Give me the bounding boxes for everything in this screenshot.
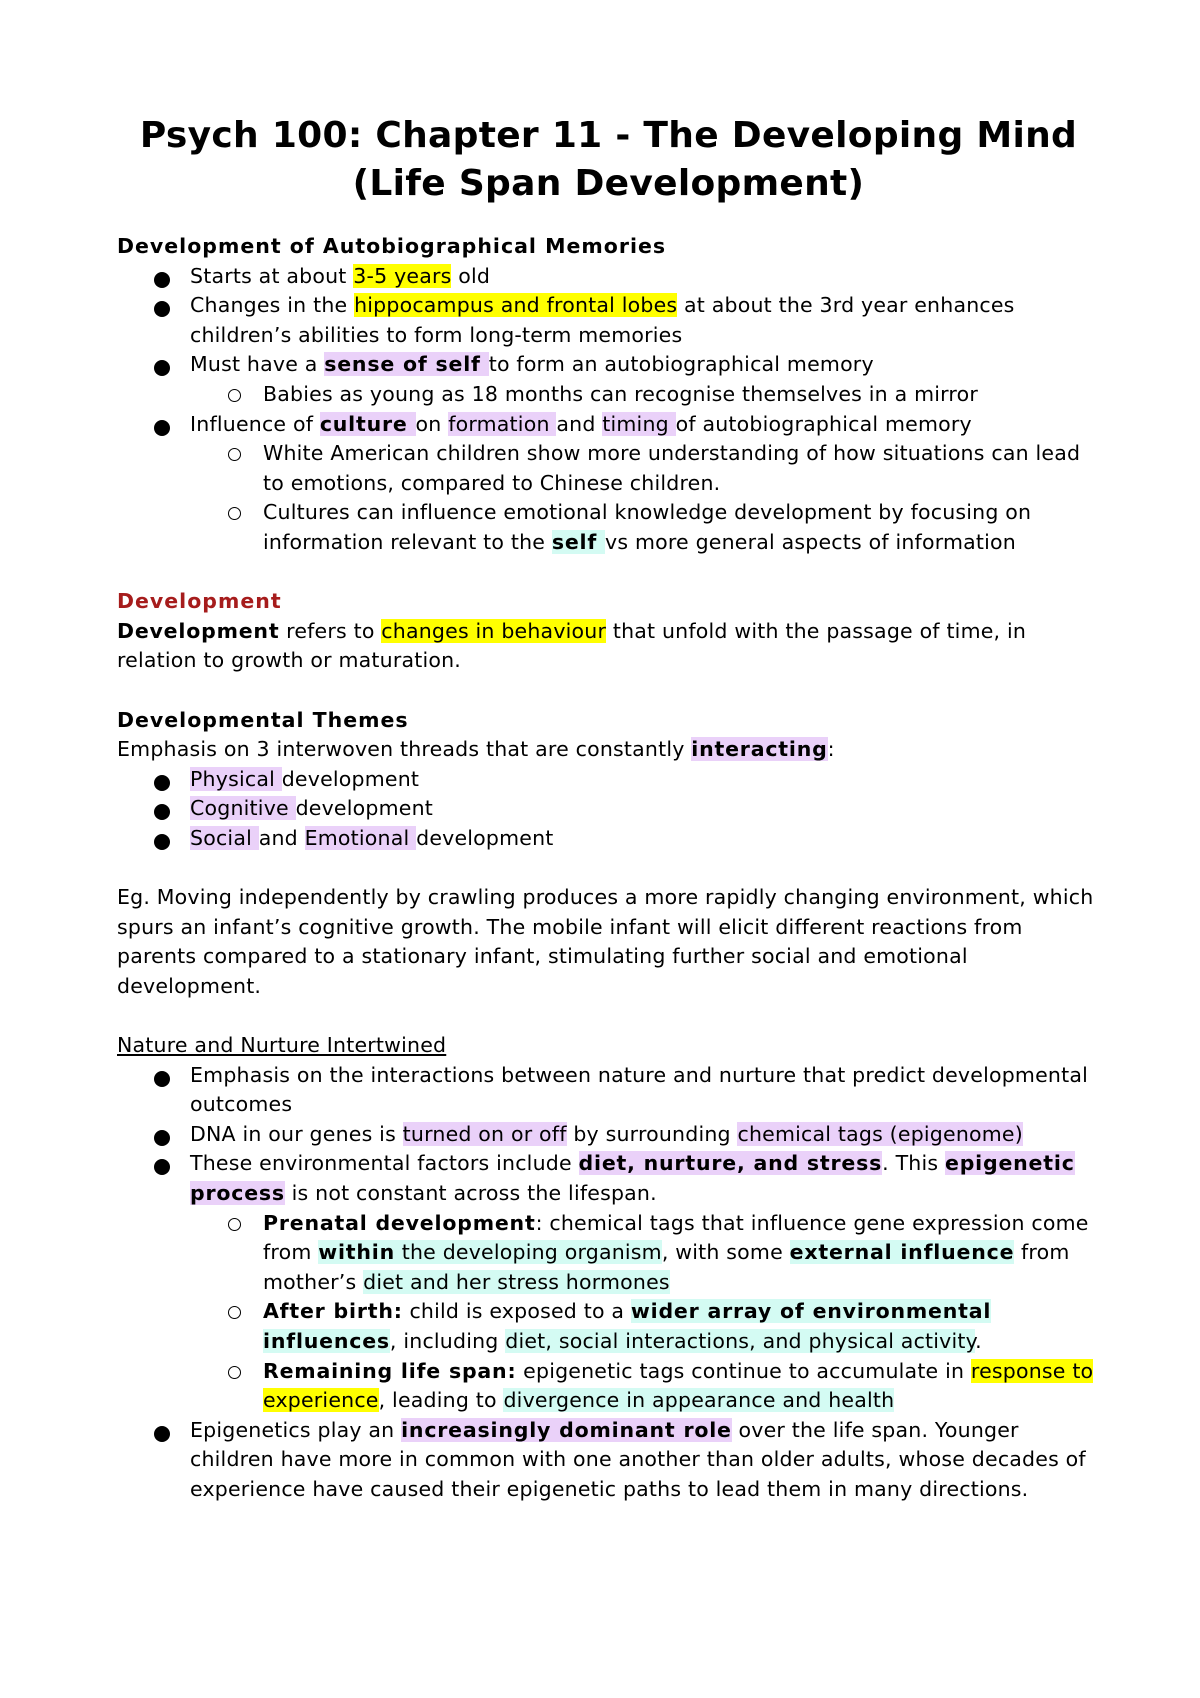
spacer bbox=[117, 558, 1100, 588]
text: development bbox=[416, 825, 554, 850]
highlight: turned on or off bbox=[402, 1121, 567, 1146]
text: of autobiographical memory bbox=[675, 411, 972, 436]
list-item bbox=[117, 1120, 1100, 1150]
highlight: Emotional bbox=[304, 825, 417, 850]
text: vs more general aspects of information bbox=[605, 529, 1016, 554]
text: by surrounding bbox=[566, 1121, 738, 1146]
highlight: sense of self bbox=[324, 352, 489, 377]
spacer bbox=[117, 1001, 1100, 1031]
text: development bbox=[295, 796, 433, 821]
text: , including bbox=[389, 1328, 506, 1353]
list-item bbox=[117, 498, 1100, 557]
text: Epigenetics play an bbox=[190, 1417, 402, 1442]
text: White American children show more understanding of how situations can lead to emotions, compared to Chinese children. bbox=[263, 441, 1081, 495]
highlight: increasingly dominant role bbox=[401, 1417, 732, 1442]
bullet-icon bbox=[154, 1130, 170, 1146]
text: and bbox=[556, 411, 603, 436]
bullet-icon bbox=[154, 804, 170, 820]
text: . This bbox=[882, 1151, 945, 1176]
highlight: diet, nurture, and stress bbox=[578, 1151, 883, 1176]
text: that unfold with the passage of time, in relation to growth or maturation. bbox=[117, 618, 1027, 673]
circle-bullet-icon bbox=[228, 1366, 241, 1379]
themes-list bbox=[117, 765, 1100, 854]
text: : chemical tags that influence gene expression come from bbox=[263, 1210, 1089, 1265]
highlight: external influence bbox=[789, 1240, 1015, 1265]
title-line-2: (Life Span Development) bbox=[352, 163, 865, 204]
text: from mother’s bbox=[263, 1240, 1070, 1294]
text: These environmental factors include bbox=[190, 1151, 579, 1176]
text: . bbox=[975, 1328, 982, 1353]
text: Influence of bbox=[190, 411, 320, 436]
text: child is exposed to a bbox=[402, 1299, 631, 1324]
page-title bbox=[117, 112, 1100, 208]
list-item bbox=[117, 439, 1100, 498]
highlight: diet, social interactions, and physical activity bbox=[505, 1328, 976, 1353]
text: to form an autobiographical memory bbox=[488, 352, 874, 377]
bullet-icon bbox=[154, 1426, 170, 1442]
highlight: the developing organism bbox=[395, 1240, 662, 1265]
text: is not constant across the lifespan. bbox=[284, 1181, 657, 1205]
list-item bbox=[117, 1061, 1100, 1120]
spacer bbox=[117, 853, 1100, 883]
text: development bbox=[281, 766, 420, 791]
text: on bbox=[415, 411, 449, 436]
list-item bbox=[117, 262, 1100, 292]
development-definition bbox=[117, 617, 1100, 676]
bold-label: Prenatal development bbox=[263, 1210, 536, 1235]
text: refers to bbox=[279, 618, 382, 643]
highlight: diet and her stress hormones bbox=[363, 1269, 670, 1294]
highlight: wider array of environmental influences bbox=[263, 1299, 992, 1353]
text: Emphasis on the interactions between nature and nurture that predict developmental outcomes bbox=[190, 1062, 1088, 1117]
highlight: self bbox=[551, 529, 606, 554]
highlight: timing bbox=[602, 411, 676, 436]
themes-intro bbox=[117, 735, 1100, 765]
highlight: 3-5 years bbox=[353, 263, 452, 288]
highlight: changes in behaviour bbox=[381, 618, 607, 643]
text: Changes in the bbox=[190, 293, 355, 318]
list-item bbox=[117, 291, 1100, 350]
bullet-icon bbox=[154, 775, 170, 791]
spacer bbox=[117, 676, 1100, 706]
text: and bbox=[258, 825, 305, 850]
bullet-icon bbox=[154, 1071, 170, 1087]
bullet-icon bbox=[154, 1159, 170, 1175]
list-item bbox=[117, 765, 1100, 795]
list-item bbox=[117, 1357, 1100, 1416]
autobio-list bbox=[117, 262, 1100, 558]
text: epigenetic tags continue to accumulate in bbox=[516, 1358, 971, 1383]
highlight: Cognitive bbox=[190, 796, 296, 821]
themes-example: Eg. Moving independently by crawling produces a more rapidly changing environment, which spurs an infant’s cognitive growth. The mobile infant will elicit different reactions from parents compared to a stationary infant, stimulating further social and emotional development. bbox=[117, 885, 1094, 998]
circle-bullet-icon bbox=[228, 1218, 241, 1231]
bullet-icon bbox=[154, 834, 170, 850]
highlight: culture bbox=[319, 411, 416, 436]
list-item bbox=[117, 380, 1100, 410]
highlight: epigenetic process bbox=[190, 1151, 1075, 1205]
nature-heading: Nature and Nurture Intertwined bbox=[117, 1033, 447, 1058]
highlight: Physical bbox=[190, 766, 282, 791]
highlight: hippocampus and frontal lobes bbox=[354, 293, 678, 318]
bold-label: Remaining life span: bbox=[263, 1358, 517, 1383]
list-item bbox=[117, 1209, 1100, 1298]
highlight: Social bbox=[190, 825, 259, 850]
text: Starts at about bbox=[190, 263, 354, 288]
text: Cultures can influence emotional knowledge development by focusing on information relevant to the bbox=[263, 500, 1032, 554]
highlight: interacting bbox=[691, 737, 828, 762]
bullet-icon bbox=[154, 420, 170, 436]
title-line-1: Psych 100: Chapter 11 - The Developing Mind bbox=[139, 115, 1078, 156]
bullet-icon bbox=[154, 360, 170, 376]
circle-bullet-icon bbox=[228, 1306, 241, 1319]
text: , leading to bbox=[378, 1388, 504, 1413]
bullet-icon bbox=[154, 272, 170, 288]
list-item bbox=[117, 350, 1100, 380]
list-item bbox=[117, 1149, 1100, 1208]
autobio-heading: Development of Autobiographical Memories bbox=[117, 234, 667, 258]
list-item bbox=[117, 1297, 1100, 1356]
text: Must have a bbox=[190, 352, 325, 377]
bold-label: After birth: bbox=[263, 1299, 403, 1324]
text: old bbox=[451, 263, 491, 288]
bullet-icon bbox=[154, 301, 170, 317]
text: over the life span. Younger children have more in common with one another than older adults, whose decades of experience have caused their epigenetic paths to lead them in many directions. bbox=[190, 1417, 1086, 1501]
nature-list bbox=[117, 1061, 1100, 1505]
highlight: divergence in appearance and health bbox=[503, 1388, 895, 1413]
text: at about the 3rd year enhances children’s abilities to form long-term memories bbox=[190, 293, 1015, 347]
term: Development bbox=[117, 618, 280, 643]
text: , with some bbox=[661, 1240, 790, 1265]
highlight: within bbox=[318, 1240, 396, 1265]
list-item bbox=[117, 824, 1100, 854]
circle-bullet-icon bbox=[228, 448, 241, 461]
list-item bbox=[117, 410, 1100, 440]
circle-bullet-icon bbox=[228, 507, 241, 520]
document-body bbox=[117, 232, 1100, 1505]
development-heading: Development bbox=[117, 589, 282, 614]
highlight: chemical tags (epigenome) bbox=[737, 1121, 1023, 1146]
highlight: response to experience bbox=[263, 1358, 1094, 1413]
circle-bullet-icon bbox=[228, 389, 241, 402]
text: DNA in our genes is bbox=[190, 1121, 403, 1146]
text: Babies as young as 18 months can recognise themselves in a mirror bbox=[263, 381, 978, 406]
highlight: formation bbox=[448, 411, 557, 436]
text: Emphasis on 3 interwoven threads that are constantly bbox=[117, 737, 692, 762]
themes-heading: Developmental Themes bbox=[117, 707, 409, 732]
text: : bbox=[827, 737, 835, 762]
list-item bbox=[117, 794, 1100, 824]
list-item bbox=[117, 1416, 1100, 1505]
